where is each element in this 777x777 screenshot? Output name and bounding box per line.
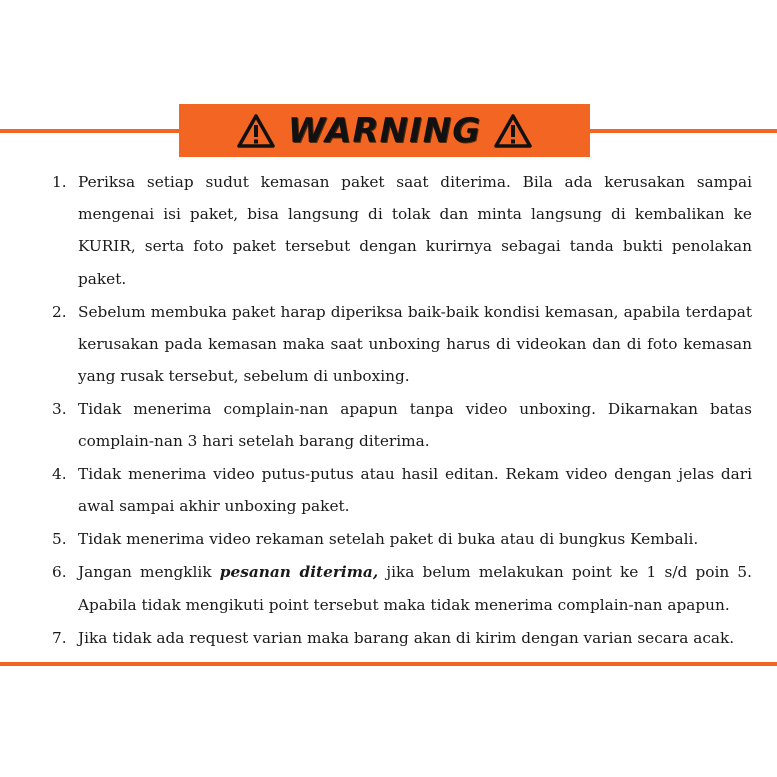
item-number: 3.	[52, 400, 67, 419]
item-text: Periksa setiap sudut kemasan paket saat diterima. Bila ada kerusakan sampai mengenai isi paket, bisa langsung di tolak dan minta langsung di kembalikan ke KURIR, serta foto paket tersebut dengan kurirnya sebagai tanda bukti penolakan paket.	[78, 173, 752, 288]
list-item	[52, 523, 752, 555]
item-number: 5.	[52, 530, 67, 549]
item-number: 4.	[52, 465, 67, 484]
item-text	[78, 556, 752, 620]
item-number: 7.	[52, 628, 67, 647]
list-item	[52, 556, 752, 620]
list-item	[52, 166, 752, 295]
warning-triangle-icon	[236, 113, 276, 149]
list-item	[52, 393, 752, 457]
item-text: Jika tidak ada request varian maka barang akan di kirim dengan varian secara acak.	[78, 628, 735, 647]
item-number: 2.	[52, 302, 67, 321]
list-item	[52, 622, 752, 654]
warning-list	[52, 166, 752, 655]
list-item	[52, 458, 752, 522]
warning-banner	[179, 104, 590, 157]
banner-title: WARNING	[287, 110, 482, 151]
item-number: 1.	[52, 173, 67, 191]
item-text: Tidak menerima video putus-putus atau hasil editan. Rekam video dengan jelas dari awal sampai akhir unboxing paket.	[78, 465, 752, 516]
item-number: 6.	[52, 563, 67, 582]
bottom-divider	[0, 662, 777, 666]
item-text-after: jika belum melakukan point ke 1 s/d poin 5. Apabila tidak mengikuti point tersebut maka tidak menerima complain-nan apapun.	[78, 563, 752, 614]
item-text: Sebelum membuka paket harap diperiksa baik-baik kondisi kemasan, apabila terdapat kerusakan pada kemasan maka saat unboxing harus di videokan dan di foto kemasan yang rusak tersebut, sebelum di unboxing.	[78, 302, 752, 386]
item-text-before: Jangan mengklik	[78, 563, 220, 582]
list-item	[52, 296, 752, 393]
item-text: Tidak menerima video rekaman setelah paket di buka atau di bungkus Kembali.	[78, 530, 699, 549]
emphasis-text: pesanan diterima,	[219, 563, 379, 582]
item-text: Tidak menerima complain-nan apapun tanpa video unboxing. Dikarnakan batas complain-nan 3 hari setelah barang diterima.	[78, 400, 752, 451]
warning-triangle-icon	[493, 113, 533, 149]
